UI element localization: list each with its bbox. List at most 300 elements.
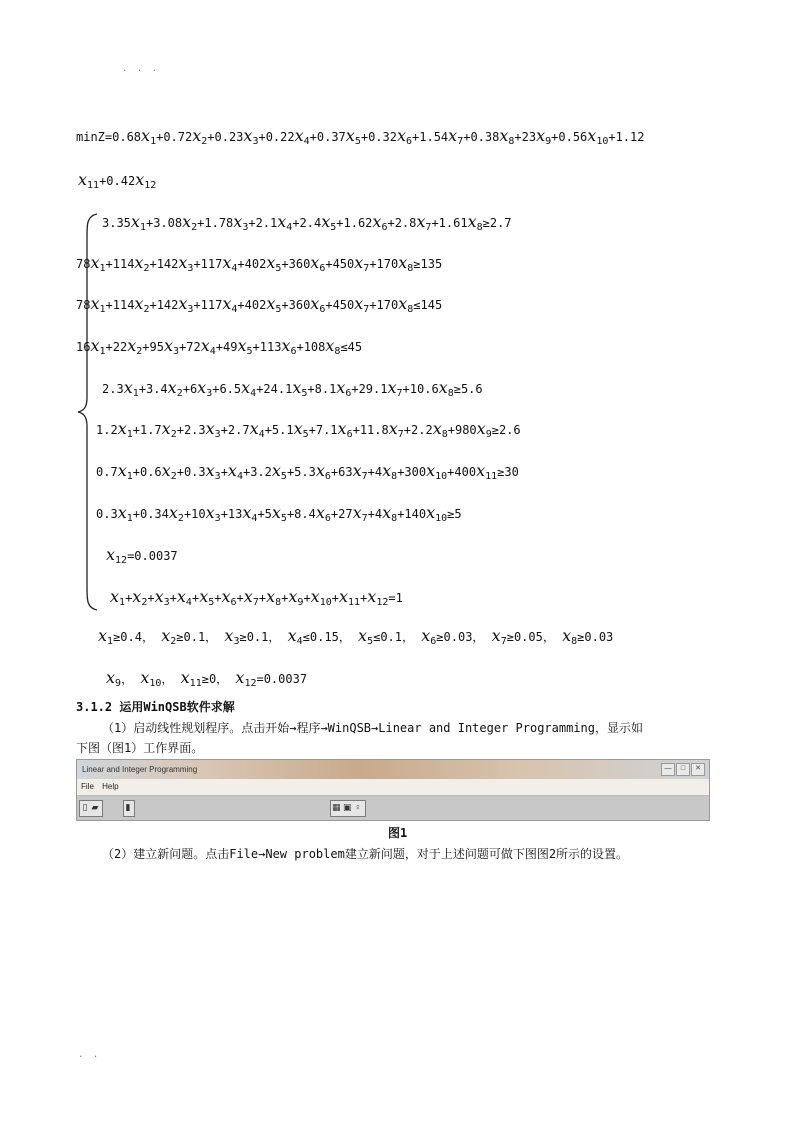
help-icon[interactable]: ♀ <box>354 802 362 812</box>
var-symbol: x <box>476 419 486 438</box>
var-index: 2 <box>191 222 198 233</box>
var-symbol: x <box>199 587 209 606</box>
var-index: 2 <box>143 304 150 315</box>
var-symbol: x <box>315 461 325 480</box>
coef: 1.2 <box>96 423 118 437</box>
var-symbol: x <box>266 294 276 313</box>
section-heading: 3.1.2 运用WinQSB软件求解 <box>76 700 235 714</box>
var-index: 3 <box>163 597 170 608</box>
constraint-row <box>76 253 442 279</box>
var-index: 4 <box>209 346 216 357</box>
var-symbol: x <box>90 294 100 313</box>
coef: +24.1 <box>256 382 293 396</box>
var-symbol: x <box>242 503 252 522</box>
coef: +6 <box>182 382 198 396</box>
var-index: 3 <box>172 346 180 357</box>
var-symbol: x <box>266 587 276 606</box>
var-symbol: x <box>352 503 362 522</box>
var-index: 10 <box>319 597 332 608</box>
objective-tail: +1.12 <box>608 130 645 144</box>
coef: +5.3 <box>286 465 316 479</box>
var-symbol: x <box>224 626 234 645</box>
var-symbol: x <box>388 419 398 438</box>
coef: +114 <box>105 298 135 312</box>
constraint-row <box>102 212 512 238</box>
coef: +400 <box>447 465 477 479</box>
var-symbol: x <box>562 626 572 645</box>
maximize-button[interactable]: □ <box>676 763 690 776</box>
var-symbol: x <box>90 336 100 355</box>
var-index: 3 <box>187 304 194 315</box>
var-index: 7 <box>500 636 507 647</box>
var-symbol: x <box>134 294 144 313</box>
var-index: 8 <box>447 388 454 399</box>
var-symbol: x <box>227 461 237 480</box>
var-symbol: x <box>233 212 243 231</box>
var-index: 9 <box>115 678 122 689</box>
toolbar-handle-icon[interactable]: ▮ <box>125 802 131 812</box>
coef: +10 <box>183 507 206 521</box>
var-index: 6 <box>324 471 331 482</box>
coef: +27 <box>330 507 353 521</box>
var-index: 8 <box>407 263 414 274</box>
var-index: 2 <box>177 513 184 524</box>
var-symbol: x <box>241 378 251 397</box>
var-index: 4 <box>251 513 258 524</box>
coef: 78 <box>76 298 91 312</box>
var-symbol: x <box>205 419 215 438</box>
var-index: 4 <box>258 429 265 440</box>
var-symbol: x <box>266 253 276 272</box>
var-index: 1 <box>99 263 106 274</box>
window-title: Linear and Integer Programming <box>82 765 198 774</box>
var-symbol: x <box>536 126 546 145</box>
var-symbol: x <box>192 126 202 145</box>
constraint-row <box>96 461 519 487</box>
var-index: 2 <box>141 597 148 608</box>
var-index: 1 <box>126 471 133 482</box>
coef: +0.72 <box>156 130 193 144</box>
bound-rhs: ≥0.03， <box>436 630 485 644</box>
var-symbol: x <box>200 336 210 355</box>
var-index: 4 <box>286 222 293 233</box>
var-symbol: x <box>176 587 186 606</box>
bounds-row <box>106 668 307 694</box>
var-index: 7 <box>457 136 464 147</box>
coef: +117 <box>193 257 223 271</box>
var-symbol: x <box>372 212 382 231</box>
calculator-icon[interactable]: ▣ <box>343 802 352 812</box>
coef: 2.3 <box>102 382 124 396</box>
var-index: 5 <box>302 429 309 440</box>
coef: +22 <box>105 340 128 354</box>
coef: +2.1 <box>248 216 278 230</box>
constraint-row <box>110 587 403 613</box>
coef: +29.1 <box>351 382 388 396</box>
var-symbol: x <box>432 419 442 438</box>
coef: +2.8 <box>387 216 417 230</box>
var-index: 6 <box>345 388 352 399</box>
var-symbol: x <box>222 294 232 313</box>
var-symbol: x <box>491 626 501 645</box>
var-symbol: x <box>197 378 207 397</box>
var-index: 5 <box>275 304 282 315</box>
var-symbol: x <box>337 419 347 438</box>
paragraph-1-line-2: 下图（图1）工作界面。 <box>76 741 204 755</box>
new-file-icon[interactable]: ▯ <box>82 802 88 812</box>
var-symbol: x <box>106 668 116 687</box>
var-symbol: x <box>106 545 116 564</box>
var-index: 1 <box>150 136 157 147</box>
var-symbol: x <box>161 419 171 438</box>
var-index: 4 <box>231 263 238 274</box>
coef: +95 <box>142 340 164 354</box>
menu-file[interactable]: File <box>81 782 94 791</box>
var-index: 4 <box>250 388 257 399</box>
constraint-rhs: ≥135 <box>413 257 443 271</box>
coef: +63 <box>330 465 353 479</box>
var-symbol: x <box>336 378 346 397</box>
var-symbol: x <box>467 212 477 231</box>
var-index: 2 <box>170 429 177 440</box>
var-index: 8 <box>476 222 483 233</box>
var-index: 8 <box>441 429 448 440</box>
var-index: 3 <box>252 136 259 147</box>
var-index: 6 <box>230 597 237 608</box>
var-index: 4 <box>231 304 238 315</box>
var-symbol: x <box>117 503 127 522</box>
header-dots: . . . <box>122 64 160 74</box>
var-index: 6 <box>346 429 353 440</box>
var-symbol: x <box>426 503 436 522</box>
var-symbol: x <box>293 419 303 438</box>
var-symbol: x <box>277 212 287 231</box>
coef: +72 <box>179 340 201 354</box>
objective-line-2 <box>78 170 156 196</box>
var-symbol: x <box>358 626 368 645</box>
var-symbol: x <box>132 587 142 606</box>
var-symbol: x <box>421 626 431 645</box>
constraint-rhs: =1 <box>388 591 403 605</box>
coef: +0.23 <box>207 130 244 144</box>
coef: +0.56 <box>551 130 588 144</box>
coef: +140 <box>397 507 427 521</box>
coef: +5.1 <box>264 423 294 437</box>
coef: +2.3 <box>176 423 206 437</box>
var-index: 1 <box>107 636 114 647</box>
var-index: 5 <box>208 597 215 608</box>
var-symbol: x <box>117 461 127 480</box>
figure-caption: 图1 <box>388 826 408 840</box>
var-index: 5 <box>246 346 253 357</box>
var-index: 2 <box>176 388 183 399</box>
coef: +49 <box>215 340 238 354</box>
var-index: 11 <box>348 597 361 608</box>
var-symbol: x <box>167 378 177 397</box>
coef: +3.2 <box>242 465 272 479</box>
var-symbol: x <box>398 294 408 313</box>
coef: + <box>281 591 289 605</box>
coef: +23 <box>514 130 537 144</box>
bounds-row <box>98 626 613 652</box>
var-index: 11 <box>87 180 100 191</box>
var-index: 10 <box>149 678 162 689</box>
var-symbol: x <box>310 294 320 313</box>
coef: + <box>191 591 200 605</box>
coef: +13 <box>220 507 243 521</box>
var-symbol: x <box>154 587 164 606</box>
var-index: 3 <box>214 513 221 524</box>
coef: + <box>303 591 311 605</box>
bound-rhs: ≥0.1， <box>239 630 281 644</box>
coef: +1.62 <box>336 216 373 230</box>
var-index: 8 <box>391 471 398 482</box>
coef: +3.4 <box>138 382 168 396</box>
coef: +117 <box>193 298 223 312</box>
coef: +170 <box>369 257 399 271</box>
var-symbol: x <box>325 336 335 355</box>
grid-icon[interactable]: ▦ <box>332 802 341 812</box>
coef: +0.34 <box>132 507 169 521</box>
coef: +2.4 <box>292 216 322 230</box>
var-index: 8 <box>571 636 578 647</box>
var-index: 3 <box>242 222 249 233</box>
var-index: 6 <box>430 636 437 647</box>
var-symbol: x <box>354 294 364 313</box>
var-index: 6 <box>319 304 326 315</box>
bound-rhs: ， <box>161 672 174 686</box>
coef: +8.4 <box>286 507 316 521</box>
toolbar <box>77 796 709 820</box>
coef: +5 <box>257 507 272 521</box>
coef: +6.5 <box>212 382 242 396</box>
var-symbol: x <box>98 626 108 645</box>
open-file-icon[interactable]: ▰ <box>91 802 99 812</box>
var-symbol: x <box>438 378 448 397</box>
var-index: 1 <box>132 388 139 399</box>
var-symbol: x <box>367 587 377 606</box>
var-symbol: x <box>387 378 397 397</box>
coef: +450 <box>325 257 355 271</box>
coef: 0.3 <box>96 507 118 521</box>
var-symbol: x <box>382 503 392 522</box>
coef: +4 <box>367 507 383 521</box>
bound-rhs: ≥0.4， <box>113 630 154 644</box>
var-index: 3 <box>214 471 221 482</box>
var-symbol: x <box>237 336 247 355</box>
var-symbol: x <box>426 461 436 480</box>
coef: +402 <box>237 298 267 312</box>
coef: +1.7 <box>132 423 162 437</box>
var-symbol: x <box>345 126 355 145</box>
var-symbol: x <box>249 419 259 438</box>
var-index: 5 <box>280 513 287 524</box>
coef: +3.08 <box>145 216 183 230</box>
coef: + <box>125 591 133 605</box>
objective-terms-2 <box>78 170 157 191</box>
bound-rhs: ≤0.15， <box>302 630 351 644</box>
coef: +1.54 <box>412 130 449 144</box>
coef: + <box>147 591 155 605</box>
var-symbol: x <box>292 378 302 397</box>
coef: +113 <box>252 340 282 354</box>
var-index: 7 <box>361 513 368 524</box>
paragraph-1-line-1: （1）启动线性规划程序。点击开始→程序→WinQSB→Linear and Integer Programming，显示如 <box>102 721 643 735</box>
var-symbol: x <box>315 503 325 522</box>
constraint-rhs: ≥30 <box>497 465 519 479</box>
var-symbol: x <box>587 126 597 145</box>
var-symbol: x <box>310 253 320 272</box>
coef: +0.42 <box>99 174 136 188</box>
constraint-rhs: ≥2.7 <box>482 216 512 230</box>
paragraph-2: （2）建立新问题。点击File→New problem建立新问题，对于上述问题可做下图图2所示的设置。 <box>102 847 629 861</box>
var-index: 7 <box>361 471 368 482</box>
coef: +10.6 <box>402 382 439 396</box>
coef: +4 <box>367 465 383 479</box>
var-symbol: x <box>281 336 291 355</box>
var-index: 8 <box>407 304 414 315</box>
var-index: 5 <box>280 471 287 482</box>
bound-rhs: =0.0037 <box>256 672 308 686</box>
coef: 3.35 <box>102 216 131 230</box>
var-symbol: x <box>161 626 171 645</box>
coef: +170 <box>369 298 399 312</box>
coef: 0.68 <box>112 130 142 144</box>
var-symbol: x <box>354 253 364 272</box>
coef: +2.7 <box>220 423 250 437</box>
var-symbol: x <box>271 461 281 480</box>
constraint-row <box>96 503 462 529</box>
var-symbol: x <box>205 503 215 522</box>
coef: +1.78 <box>197 216 234 230</box>
window-controls <box>661 763 705 776</box>
var-symbol: x <box>271 503 281 522</box>
var-index: 6 <box>319 263 326 274</box>
var-symbol: x <box>90 253 100 272</box>
var-symbol: x <box>168 503 178 522</box>
var-symbol: x <box>398 253 408 272</box>
constraint-row <box>96 419 521 445</box>
var-index: 7 <box>363 263 370 274</box>
constraint-rhs: ≥5.6 <box>453 382 483 396</box>
coef: +0.37 <box>309 130 346 144</box>
var-index: 12 <box>244 678 257 689</box>
bound-rhs: ≥0.03 <box>577 630 614 644</box>
coef: +0.22 <box>258 130 295 144</box>
constraint-rhs: ≥2.6 <box>491 423 521 437</box>
var-index: 10 <box>435 471 448 482</box>
var-symbol: x <box>163 336 173 355</box>
var-index: 7 <box>397 429 404 440</box>
bound-rhs: ≥0.05， <box>506 630 555 644</box>
var-symbol: x <box>476 461 486 480</box>
coef: 16 <box>76 340 91 354</box>
var-symbol: x <box>448 126 458 145</box>
coef: +108 <box>296 340 326 354</box>
var-symbol: x <box>180 668 190 687</box>
coef: +0.3 <box>176 465 206 479</box>
coef: +360 <box>281 257 311 271</box>
coef: +114 <box>105 257 135 271</box>
menu-bar <box>77 779 709 796</box>
coef: +1.61 <box>431 216 468 230</box>
menu-help[interactable]: Help <box>102 782 119 791</box>
bound-rhs: ， <box>121 672 134 686</box>
coef: +980 <box>447 423 477 437</box>
coef: +142 <box>149 298 179 312</box>
var-index: 8 <box>334 346 341 357</box>
var-symbol: x <box>205 461 215 480</box>
var-index: 2 <box>136 346 143 357</box>
var-index: 4 <box>236 471 243 482</box>
var-symbol: x <box>123 378 133 397</box>
coef: +2.2 <box>403 423 433 437</box>
var-index: 6 <box>290 346 297 357</box>
var-index: 2 <box>201 136 208 147</box>
var-index: 4 <box>185 597 192 608</box>
coef: +402 <box>237 257 267 271</box>
constraint-row <box>102 378 483 404</box>
coef: 0.7 <box>96 465 118 479</box>
var-index: 11 <box>189 678 202 689</box>
coef: +0.32 <box>360 130 397 144</box>
var-symbol: x <box>396 126 406 145</box>
constraint-rhs: ≥5 <box>447 507 462 521</box>
var-index: 9 <box>485 429 492 440</box>
coef: +8.1 <box>307 382 337 396</box>
var-symbol: x <box>221 587 231 606</box>
var-symbol: x <box>243 587 253 606</box>
var-index: 7 <box>252 597 259 608</box>
var-index: 5 <box>275 263 282 274</box>
coef: + <box>169 591 177 605</box>
var-index: 9 <box>297 597 304 608</box>
var-index: 4 <box>296 636 303 647</box>
var-symbol: x <box>243 126 253 145</box>
var-index: 2 <box>170 636 177 647</box>
bound-rhs: ≥0.1， <box>176 630 218 644</box>
var-symbol: x <box>338 587 349 606</box>
var-index: 7 <box>396 388 403 399</box>
var-symbol: x <box>178 294 188 313</box>
coef: +7.1 <box>308 423 338 437</box>
constraint-rhs: ≤45 <box>340 340 363 354</box>
var-index: 6 <box>381 222 388 233</box>
var-symbol: x <box>222 253 232 272</box>
winqsb-screenshot <box>76 759 710 821</box>
var-symbol: x <box>182 212 192 231</box>
bound-rhs: ≤0.1， <box>373 630 414 644</box>
var-index: 2 <box>170 471 177 482</box>
constraint-row <box>76 336 362 362</box>
coef: +142 <box>149 257 179 271</box>
var-index: 1 <box>126 429 133 440</box>
var-index: 5 <box>330 222 337 233</box>
close-button[interactable]: ✕ <box>691 763 705 776</box>
var-symbol: x <box>140 668 150 687</box>
var-index: 8 <box>391 513 398 524</box>
constraint-row <box>76 294 442 320</box>
coef: + <box>236 591 244 605</box>
minimize-button[interactable]: — <box>661 763 675 776</box>
var-index: 1 <box>99 304 106 315</box>
var-index: 8 <box>275 597 282 608</box>
var-index: 10 <box>596 136 609 147</box>
var-index: 5 <box>301 388 308 399</box>
var-index: 1 <box>139 222 146 233</box>
objective-line-1 <box>76 126 644 152</box>
var-symbol: x <box>141 126 151 145</box>
